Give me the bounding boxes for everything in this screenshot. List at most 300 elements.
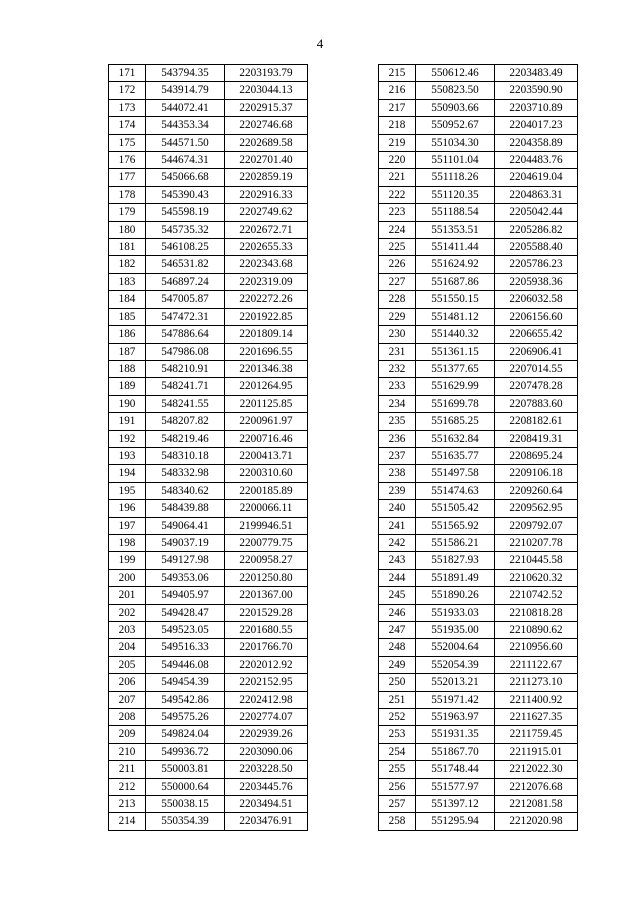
x-coordinate-cell: 551120.35	[416, 186, 495, 203]
x-coordinate-cell: 544353.34	[146, 117, 225, 134]
point-number-cell: 208	[109, 709, 146, 726]
x-coordinate-cell: 548310.18	[146, 447, 225, 464]
point-number-cell: 197	[109, 517, 146, 534]
point-number-cell: 195	[109, 482, 146, 499]
y-coordinate-cell: 2205786.23	[495, 256, 578, 273]
table-row	[379, 99, 578, 116]
point-number-cell: 211	[109, 761, 146, 778]
y-coordinate-cell: 2209562.95	[495, 500, 578, 517]
point-number-cell: 201	[109, 587, 146, 604]
point-number-cell: 227	[379, 273, 416, 290]
table-row	[379, 186, 578, 203]
point-number-cell: 249	[379, 656, 416, 673]
y-coordinate-cell: 2211915.01	[495, 743, 578, 760]
point-number-cell: 200	[109, 569, 146, 586]
table-row	[379, 221, 578, 238]
y-coordinate-cell: 2203494.51	[225, 796, 308, 813]
x-coordinate-cell: 550000.64	[146, 778, 225, 795]
table-row	[109, 360, 308, 377]
point-number-cell: 192	[109, 430, 146, 447]
y-coordinate-cell: 2209106.18	[495, 465, 578, 482]
point-number-cell: 212	[109, 778, 146, 795]
x-coordinate-cell: 543794.35	[146, 65, 225, 82]
table-row	[379, 517, 578, 534]
y-coordinate-cell: 2206906.41	[495, 343, 578, 360]
point-number-cell: 240	[379, 500, 416, 517]
table-row	[109, 465, 308, 482]
y-coordinate-cell: 2205286.82	[495, 221, 578, 238]
y-coordinate-cell: 2200716.46	[225, 430, 308, 447]
table-row	[109, 482, 308, 499]
point-number-cell: 258	[379, 813, 416, 830]
page-number: 4	[316, 36, 324, 51]
point-number-cell: 251	[379, 691, 416, 708]
y-coordinate-cell: 2203483.49	[495, 65, 578, 82]
point-number-cell: 194	[109, 465, 146, 482]
table-row	[109, 622, 308, 639]
table-row	[109, 99, 308, 116]
y-coordinate-cell: 2202319.09	[225, 273, 308, 290]
point-number-cell: 246	[379, 604, 416, 621]
x-coordinate-cell: 551586.21	[416, 534, 495, 551]
x-coordinate-cell: 551377.65	[416, 360, 495, 377]
point-number-cell: 228	[379, 291, 416, 308]
y-coordinate-cell: 2205042.44	[495, 204, 578, 221]
point-number-cell: 252	[379, 709, 416, 726]
y-coordinate-cell: 2202012.92	[225, 656, 308, 673]
x-coordinate-cell: 546897.24	[146, 273, 225, 290]
y-coordinate-cell: 2201125.85	[225, 395, 308, 412]
y-coordinate-cell: 2205938.36	[495, 273, 578, 290]
y-coordinate-cell: 2202749.62	[225, 204, 308, 221]
table-row	[379, 743, 578, 760]
x-coordinate-cell: 551505.42	[416, 500, 495, 517]
y-coordinate-cell: 2201809.14	[225, 326, 308, 343]
table-row	[109, 796, 308, 813]
table-row	[379, 709, 578, 726]
y-coordinate-cell: 2211759.45	[495, 726, 578, 743]
y-coordinate-cell: 2202746.68	[225, 117, 308, 134]
table-row	[109, 569, 308, 586]
table-row	[109, 813, 308, 830]
point-number-cell: 238	[379, 465, 416, 482]
x-coordinate-cell: 544571.50	[146, 134, 225, 151]
table-row	[109, 534, 308, 551]
y-coordinate-cell: 2200779.75	[225, 534, 308, 551]
point-number-cell: 210	[109, 743, 146, 760]
x-coordinate-cell: 552013.21	[416, 674, 495, 691]
point-number-cell: 250	[379, 674, 416, 691]
point-number-cell: 171	[109, 65, 146, 82]
y-coordinate-cell: 2204017.23	[495, 117, 578, 134]
point-number-cell: 230	[379, 326, 416, 343]
y-coordinate-cell: 2200066.11	[225, 500, 308, 517]
point-number-cell: 186	[109, 326, 146, 343]
x-coordinate-cell: 549428.47	[146, 604, 225, 621]
x-coordinate-cell: 550823.50	[416, 82, 495, 99]
point-number-cell: 215	[379, 65, 416, 82]
point-number-cell: 239	[379, 482, 416, 499]
x-coordinate-cell: 551933.03	[416, 604, 495, 621]
point-number-cell: 245	[379, 587, 416, 604]
x-coordinate-cell: 551361.15	[416, 343, 495, 360]
y-coordinate-cell: 2211627.35	[495, 709, 578, 726]
table-row	[379, 569, 578, 586]
table-row	[109, 743, 308, 760]
table-row	[109, 552, 308, 569]
table-row	[109, 430, 308, 447]
point-number-cell: 244	[379, 569, 416, 586]
x-coordinate-cell: 547986.08	[146, 343, 225, 360]
table-row	[379, 604, 578, 621]
y-coordinate-cell: 2201922.85	[225, 308, 308, 325]
x-coordinate-cell: 551565.92	[416, 517, 495, 534]
x-coordinate-cell: 551295.94	[416, 813, 495, 830]
y-coordinate-cell: 2201346.38	[225, 360, 308, 377]
x-coordinate-cell: 549936.72	[146, 743, 225, 760]
y-coordinate-cell: 2207014.55	[495, 360, 578, 377]
point-number-cell: 232	[379, 360, 416, 377]
x-coordinate-cell: 545735.32	[146, 221, 225, 238]
x-coordinate-cell: 551629.99	[416, 378, 495, 395]
x-coordinate-cell: 548241.71	[146, 378, 225, 395]
point-number-cell: 209	[109, 726, 146, 743]
y-coordinate-cell: 2210620.32	[495, 569, 578, 586]
y-coordinate-cell: 2199946.51	[225, 517, 308, 534]
table-row	[109, 256, 308, 273]
y-coordinate-cell: 2210742.52	[495, 587, 578, 604]
table-row	[109, 308, 308, 325]
point-number-cell: 255	[379, 761, 416, 778]
table-row	[379, 291, 578, 308]
x-coordinate-cell: 549446.08	[146, 656, 225, 673]
y-coordinate-cell: 2203445.76	[225, 778, 308, 795]
y-coordinate-cell: 2202916.33	[225, 186, 308, 203]
table-row	[109, 395, 308, 412]
table-row	[109, 204, 308, 221]
y-coordinate-cell: 2209260.64	[495, 482, 578, 499]
y-coordinate-cell: 2210956.60	[495, 639, 578, 656]
y-coordinate-cell: 2202859.19	[225, 169, 308, 186]
x-coordinate-cell: 551118.26	[416, 169, 495, 186]
x-coordinate-cell: 545598.19	[146, 204, 225, 221]
point-number-cell: 196	[109, 500, 146, 517]
table-row	[379, 500, 578, 517]
y-coordinate-cell: 2201264.95	[225, 378, 308, 395]
point-number-cell: 183	[109, 273, 146, 290]
y-coordinate-cell: 2202152.95	[225, 674, 308, 691]
table-row	[379, 152, 578, 169]
x-coordinate-cell: 549405.97	[146, 587, 225, 604]
table-row	[109, 413, 308, 430]
table-row	[379, 360, 578, 377]
y-coordinate-cell: 2206156.60	[495, 308, 578, 325]
point-number-cell: 189	[109, 378, 146, 395]
y-coordinate-cell: 2202915.37	[225, 99, 308, 116]
x-coordinate-cell: 551748.44	[416, 761, 495, 778]
y-coordinate-cell: 2207883.60	[495, 395, 578, 412]
table-row	[109, 726, 308, 743]
x-coordinate-cell: 549516.33	[146, 639, 225, 656]
y-coordinate-cell: 2202272.26	[225, 291, 308, 308]
point-number-cell: 229	[379, 308, 416, 325]
point-number-cell: 213	[109, 796, 146, 813]
table-row	[379, 413, 578, 430]
point-number-cell: 253	[379, 726, 416, 743]
point-number-cell: 178	[109, 186, 146, 203]
point-number-cell: 191	[109, 413, 146, 430]
x-coordinate-cell: 546531.82	[146, 256, 225, 273]
y-coordinate-cell: 2202343.68	[225, 256, 308, 273]
point-number-cell: 235	[379, 413, 416, 430]
x-coordinate-cell: 551867.70	[416, 743, 495, 760]
x-coordinate-cell: 551497.58	[416, 465, 495, 482]
table-row	[109, 691, 308, 708]
table-row	[109, 65, 308, 82]
x-coordinate-cell: 548439.88	[146, 500, 225, 517]
table-row	[109, 186, 308, 203]
y-coordinate-cell: 2205588.40	[495, 239, 578, 256]
point-number-cell: 218	[379, 117, 416, 134]
y-coordinate-cell: 2203476.91	[225, 813, 308, 830]
point-number-cell: 231	[379, 343, 416, 360]
point-number-cell: 236	[379, 430, 416, 447]
x-coordinate-cell: 551687.86	[416, 273, 495, 290]
table-row	[379, 117, 578, 134]
point-number-cell: 182	[109, 256, 146, 273]
point-number-cell: 177	[109, 169, 146, 186]
x-coordinate-cell: 551481.12	[416, 308, 495, 325]
y-coordinate-cell: 2204358.89	[495, 134, 578, 151]
y-coordinate-cell: 2212081.58	[495, 796, 578, 813]
table-row	[109, 517, 308, 534]
x-coordinate-cell: 550612.46	[416, 65, 495, 82]
x-coordinate-cell: 550354.39	[146, 813, 225, 830]
x-coordinate-cell: 550903.66	[416, 99, 495, 116]
table-row	[109, 273, 308, 290]
point-number-cell: 214	[109, 813, 146, 830]
x-coordinate-cell: 551635.77	[416, 447, 495, 464]
x-coordinate-cell: 546108.25	[146, 239, 225, 256]
y-coordinate-cell: 2212076.68	[495, 778, 578, 795]
coordinates-table-right	[378, 64, 578, 831]
y-coordinate-cell: 2200310.60	[225, 465, 308, 482]
x-coordinate-cell: 551577.97	[416, 778, 495, 795]
x-coordinate-cell: 544072.41	[146, 99, 225, 116]
table-row	[379, 256, 578, 273]
table-row	[109, 343, 308, 360]
x-coordinate-cell: 552054.39	[416, 656, 495, 673]
x-coordinate-cell: 543914.79	[146, 82, 225, 99]
point-number-cell: 219	[379, 134, 416, 151]
point-number-cell: 193	[109, 447, 146, 464]
point-number-cell: 207	[109, 691, 146, 708]
y-coordinate-cell: 2201766.70	[225, 639, 308, 656]
x-coordinate-cell: 544674.31	[146, 152, 225, 169]
y-coordinate-cell: 2200958.27	[225, 552, 308, 569]
y-coordinate-cell: 2202689.58	[225, 134, 308, 151]
point-number-cell: 204	[109, 639, 146, 656]
x-coordinate-cell: 551101.04	[416, 152, 495, 169]
y-coordinate-cell: 2206032.58	[495, 291, 578, 308]
table-row	[379, 65, 578, 82]
point-number-cell: 257	[379, 796, 416, 813]
table-row	[379, 813, 578, 830]
y-coordinate-cell: 2201680.55	[225, 622, 308, 639]
table-row	[379, 273, 578, 290]
point-number-cell: 187	[109, 343, 146, 360]
x-coordinate-cell: 548332.98	[146, 465, 225, 482]
point-number-cell: 234	[379, 395, 416, 412]
x-coordinate-cell: 549454.39	[146, 674, 225, 691]
x-coordinate-cell: 547472.31	[146, 308, 225, 325]
point-number-cell: 203	[109, 622, 146, 639]
x-coordinate-cell: 551353.51	[416, 221, 495, 238]
point-number-cell: 172	[109, 82, 146, 99]
table-row	[109, 447, 308, 464]
x-coordinate-cell: 549824.04	[146, 726, 225, 743]
x-coordinate-cell: 551827.93	[416, 552, 495, 569]
table-row	[379, 239, 578, 256]
table-row	[109, 239, 308, 256]
table-row	[379, 674, 578, 691]
y-coordinate-cell: 2203193.79	[225, 65, 308, 82]
table-row	[379, 326, 578, 343]
y-coordinate-cell: 2211400.92	[495, 691, 578, 708]
table-row	[109, 221, 308, 238]
point-number-cell: 241	[379, 517, 416, 534]
point-number-cell: 205	[109, 656, 146, 673]
y-coordinate-cell: 2200413.71	[225, 447, 308, 464]
table-row	[109, 709, 308, 726]
table-row	[379, 552, 578, 569]
y-coordinate-cell: 2211273.10	[495, 674, 578, 691]
table-row	[109, 378, 308, 395]
x-coordinate-cell: 551632.84	[416, 430, 495, 447]
table-row	[379, 395, 578, 412]
y-coordinate-cell: 2202774.07	[225, 709, 308, 726]
table-row	[379, 308, 578, 325]
table-row	[109, 778, 308, 795]
x-coordinate-cell: 547886.64	[146, 326, 225, 343]
x-coordinate-cell: 551440.32	[416, 326, 495, 343]
x-coordinate-cell: 551397.12	[416, 796, 495, 813]
x-coordinate-cell: 548219.46	[146, 430, 225, 447]
x-coordinate-cell: 549353.06	[146, 569, 225, 586]
table-row	[109, 500, 308, 517]
x-coordinate-cell: 545390.43	[146, 186, 225, 203]
x-coordinate-cell: 548241.55	[146, 395, 225, 412]
x-coordinate-cell: 545066.68	[146, 169, 225, 186]
x-coordinate-cell: 551971.42	[416, 691, 495, 708]
table-row	[379, 447, 578, 464]
y-coordinate-cell: 2202412.98	[225, 691, 308, 708]
y-coordinate-cell: 2204483.76	[495, 152, 578, 169]
point-number-cell: 226	[379, 256, 416, 273]
table-row	[379, 622, 578, 639]
point-number-cell: 185	[109, 308, 146, 325]
point-number-cell: 202	[109, 604, 146, 621]
x-coordinate-cell: 551890.26	[416, 587, 495, 604]
point-number-cell: 184	[109, 291, 146, 308]
point-number-cell: 176	[109, 152, 146, 169]
table-row	[379, 82, 578, 99]
table-row	[109, 117, 308, 134]
point-number-cell: 199	[109, 552, 146, 569]
x-coordinate-cell: 551935.00	[416, 622, 495, 639]
point-number-cell: 254	[379, 743, 416, 760]
table-row	[109, 291, 308, 308]
x-coordinate-cell: 551034.30	[416, 134, 495, 151]
y-coordinate-cell: 2202655.33	[225, 239, 308, 256]
point-number-cell: 190	[109, 395, 146, 412]
y-coordinate-cell: 2209792.07	[495, 517, 578, 534]
table-row	[379, 378, 578, 395]
x-coordinate-cell: 549523.05	[146, 622, 225, 639]
point-number-cell: 248	[379, 639, 416, 656]
point-number-cell: 247	[379, 622, 416, 639]
y-coordinate-cell: 2210445.58	[495, 552, 578, 569]
point-number-cell: 222	[379, 186, 416, 203]
point-number-cell: 242	[379, 534, 416, 551]
x-coordinate-cell: 547005.87	[146, 291, 225, 308]
point-number-cell: 180	[109, 221, 146, 238]
y-coordinate-cell: 2203590.90	[495, 82, 578, 99]
table-row	[109, 152, 308, 169]
y-coordinate-cell: 2204619.04	[495, 169, 578, 186]
x-coordinate-cell: 549127.98	[146, 552, 225, 569]
coordinates-table-left	[108, 64, 308, 831]
point-number-cell: 198	[109, 534, 146, 551]
point-number-cell: 206	[109, 674, 146, 691]
table-row	[379, 778, 578, 795]
table-row	[379, 343, 578, 360]
y-coordinate-cell: 2200185.89	[225, 482, 308, 499]
y-coordinate-cell: 2200961.97	[225, 413, 308, 430]
point-number-cell: 237	[379, 447, 416, 464]
point-number-cell: 179	[109, 204, 146, 221]
table-row	[379, 482, 578, 499]
x-coordinate-cell: 549542.86	[146, 691, 225, 708]
table-row	[379, 796, 578, 813]
y-coordinate-cell: 2210207.78	[495, 534, 578, 551]
y-coordinate-cell: 2212020.98	[495, 813, 578, 830]
table-row	[379, 656, 578, 673]
x-coordinate-cell: 549575.26	[146, 709, 225, 726]
x-coordinate-cell: 549037.19	[146, 534, 225, 551]
x-coordinate-cell: 551963.97	[416, 709, 495, 726]
x-coordinate-cell: 551624.92	[416, 256, 495, 273]
table-row	[109, 134, 308, 151]
y-coordinate-cell: 2207478.28	[495, 378, 578, 395]
y-coordinate-cell: 2208695.24	[495, 447, 578, 464]
x-coordinate-cell: 551891.49	[416, 569, 495, 586]
y-coordinate-cell: 2206655.42	[495, 326, 578, 343]
y-coordinate-cell: 2201367.00	[225, 587, 308, 604]
table-row	[109, 639, 308, 656]
x-coordinate-cell: 551474.63	[416, 482, 495, 499]
x-coordinate-cell: 548210.91	[146, 360, 225, 377]
y-coordinate-cell: 2204863.31	[495, 186, 578, 203]
x-coordinate-cell: 550038.15	[146, 796, 225, 813]
point-number-cell: 217	[379, 99, 416, 116]
x-coordinate-cell: 550952.67	[416, 117, 495, 134]
table-row	[109, 326, 308, 343]
x-coordinate-cell: 551550.15	[416, 291, 495, 308]
y-coordinate-cell: 2203228.50	[225, 761, 308, 778]
table-row	[109, 82, 308, 99]
point-number-cell: 225	[379, 239, 416, 256]
